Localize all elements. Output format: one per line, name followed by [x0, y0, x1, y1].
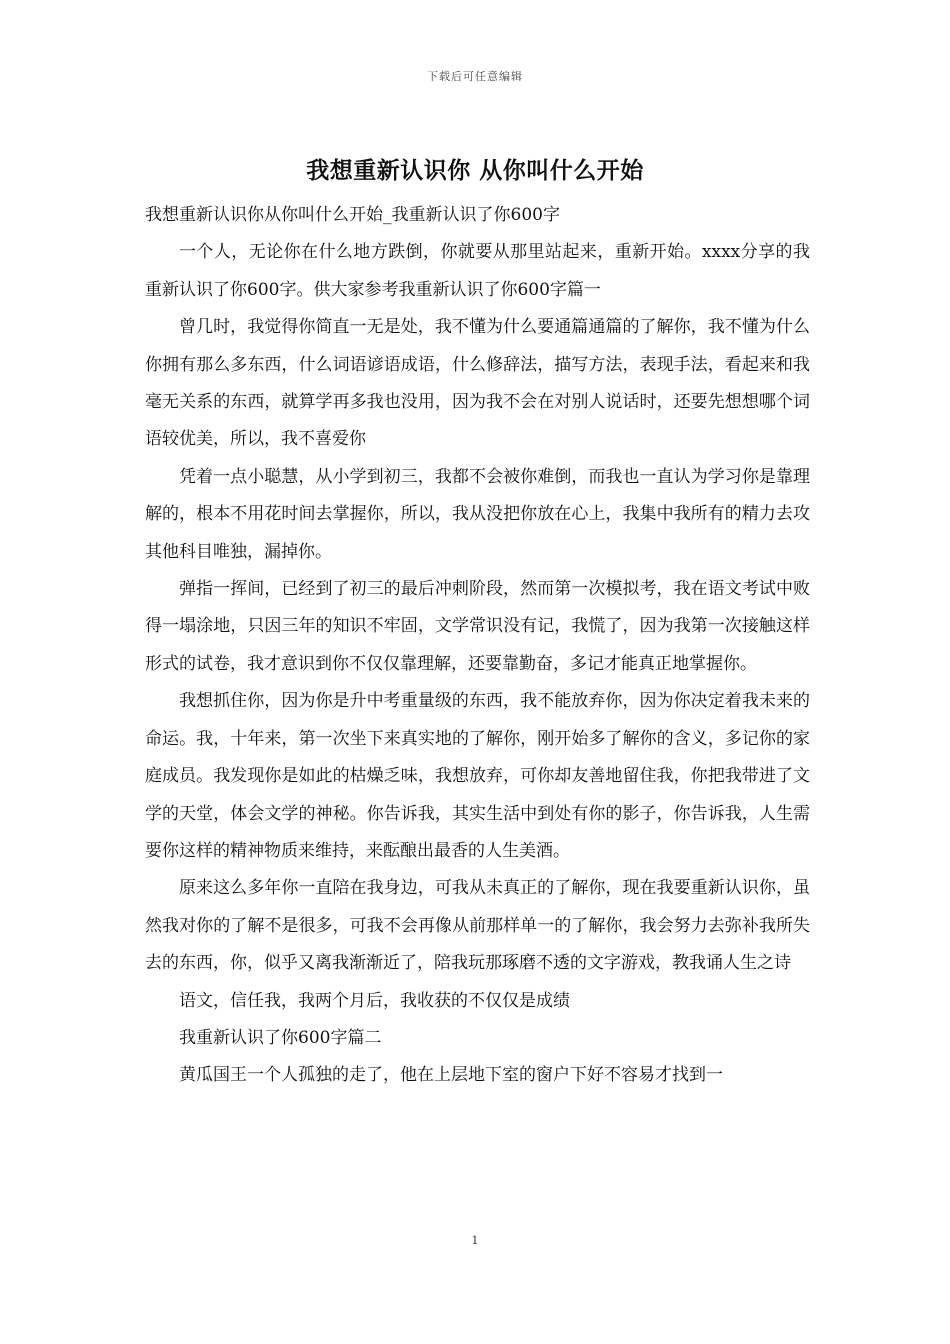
paragraph: 原来这么多年你一直陪在我身边，可我从未真正的了解你，现在我要重新认识你，虽然我对你的了解不是很多，可我不会再像从前那样单一的了解你，我会努力去弥补我所失去的东西，你，似乎又离我渐渐近了，陪我玩那琢磨不透的文字游戏，教我诵人生之诗: [145, 878, 810, 974]
section-heading: 我重新认识了你600字篇二: [179, 1027, 382, 1048]
paragraph: 弹指一挥间，已经到了初三的最后冲刺阶段，然而第一次模拟考，我在语文考试中败得一塌涂地，只因三年的知识不牢固，文学常识没有记，我慌了，因为我第一次接触这样形式的试卷，我才意识到你不仅仅靠理解，还要靠勤奋，多记才能真正地掌握你。: [145, 579, 810, 674]
paragraph: 黄瓜国王一个人孤独的走了，他在上层地下室的窗户下好不容易才找到一: [179, 1065, 723, 1086]
page-header-note: 下载后可任意编辑: [427, 70, 523, 83]
page-number: 1: [471, 1234, 479, 1247]
paragraph: 我想抓住你，因为你是升中考重量级的东西，我不能放弃你，因为你决定着我未来的命运。我，十年来，第一次坐下来真实地的了解你，刚开始多了解你的含义，多记你的家庭成员。我发现你是如此的枯燥乏味，我想放弃，可你却友善地留住我，你把我带进了文学的天堂，体会文学的神秘。你告诉我，其实生活中到处有你的影子，你告诉我，人生需要你这样的精神物质来维持，来酝酿出最香的人生美酒。: [145, 691, 810, 861]
paragraph: 一个人，无论你在什么地方跌倒，你就要从那里站起来，重新开始。xxxx分享的我重新认识了你600字。供大家参考我重新认识了你600字篇一: [145, 242, 810, 300]
paragraph: 凭着一点小聪慧，从小学到初三，我都不会被你难倒，而我也一直认为学习你是靠理解的，根本不用花时间去掌握你，所以，我从没把你放在心上，我集中我所有的精力去攻其他科目唯独，漏掉你。: [145, 466, 810, 562]
document-title: 我想重新认识你 从你叫什么开始: [306, 157, 644, 184]
paragraph: 语文，信任我，我两个月后，我收获的不仅仅是成绩: [179, 990, 570, 1011]
paragraph: 曾几时，我觉得你简直一无是处，我不懂为什么要通篇通篇的了解你，我不懂为什么你拥有那么多东西，什么词语谚语成语，什么修辞法，描写方法，表现手法，看起来和我毫无关系的东西，就算学再多我也没用，因为我不会在对别人说话时，还要先想想哪个词语较优美，所以，我不喜爱你: [145, 317, 810, 450]
document-body: [145, 197, 810, 1095]
document-subtitle: 我想重新认识你从你叫什么开始_我重新认识了你600字: [145, 205, 560, 225]
